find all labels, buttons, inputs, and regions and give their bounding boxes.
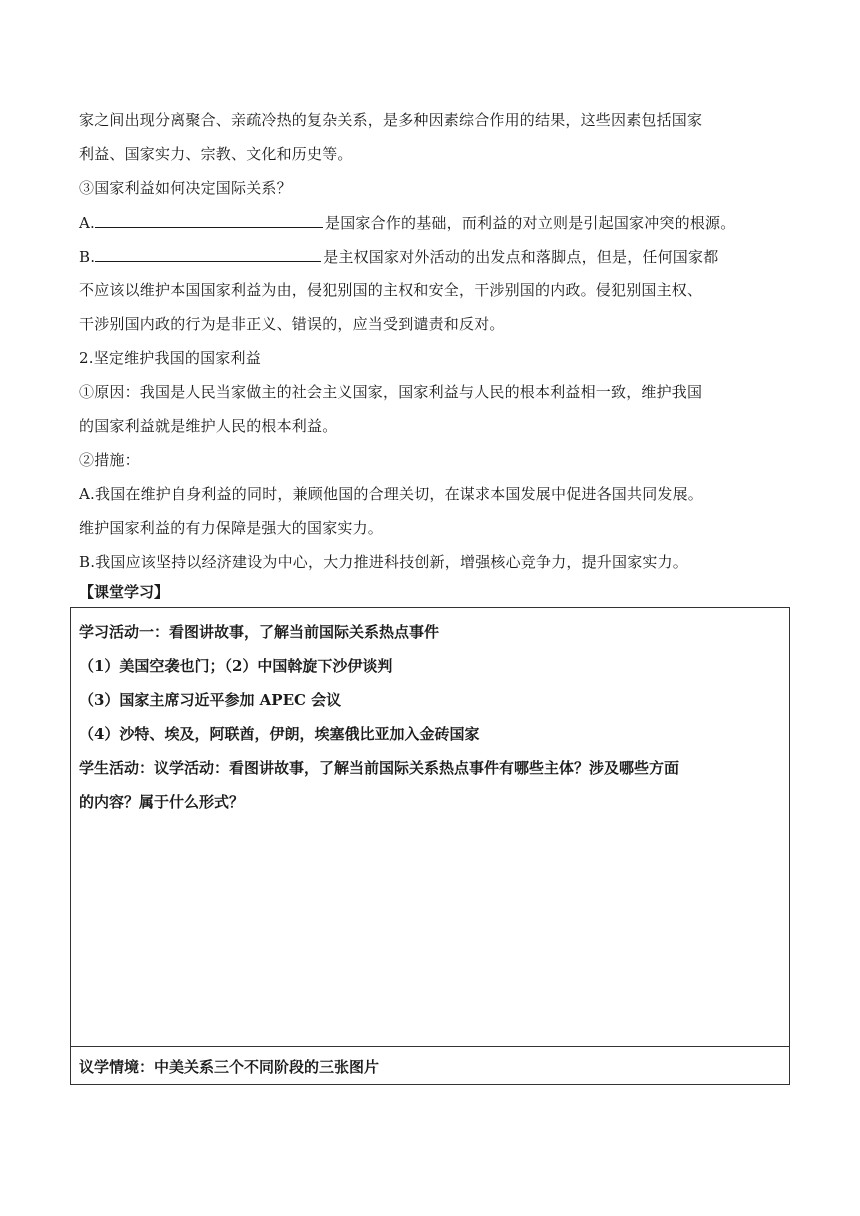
question-heading: ③国家利益如何决定国际关系？: [79, 179, 292, 197]
activity-item: （4）沙特、埃及，阿联酋，伊朗，埃塞俄比亚加入金砖国家: [79, 725, 480, 743]
paragraph-line: 家之间出现分离聚合、亲疏冷热的复杂关系，是多种因素综合作用的结果，这些因素包括国家: [79, 111, 703, 129]
paragraph-line: ①原因：我国是人民当家做主的社会主义国家，国家利益与人民的根本利益相一致，维护我国: [79, 383, 703, 401]
answer-a-line: [79, 212, 735, 233]
paragraph-line: 干涉别国内政的行为是非正义、错误的，应当受到谴责和反对。: [79, 315, 505, 333]
answer-b-prefix: B.: [79, 248, 96, 266]
answer-a-prefix: A.: [79, 214, 96, 232]
paragraph-line: 的国家利益就是维护人民的根本利益。: [79, 417, 338, 435]
fill-blank-a[interactable]: [95, 212, 323, 228]
activity-cell: [71, 608, 789, 1047]
paragraph-line: 不应该以维护本国国家利益为由，侵犯别国的主权和安全，干涉别国的内政。侵犯别国主权、: [79, 281, 703, 299]
paragraph-line: 利益、国家实力、宗教、文化和历史等。: [79, 145, 353, 163]
context-text: 议学情境：中美关系三个不同阶段的三张图片: [79, 1058, 380, 1076]
student-activity-line: 学生活动：议学活动：看图讲故事，了解当前国际关系热点事件有哪些主体？涉及哪些方面: [79, 759, 680, 777]
paragraph-line: B.我国应该坚持以经济建设为中心，大力推进科技创新，增强核心竞争力，提升国家实力。: [79, 553, 688, 571]
activity-table: [70, 607, 790, 1085]
section-title: 2.坚定维护我国的国家利益: [79, 349, 261, 367]
student-activity-line: 的内容？属于什么形式？: [79, 793, 245, 811]
activity-item: （1）美国空袭也门；（2）中国斡旋下沙伊谈判: [79, 657, 393, 675]
fill-blank-b[interactable]: [95, 246, 321, 262]
activity-title: 学习活动一：看图讲故事，了解当前国际关系热点事件: [79, 623, 440, 641]
answer-a-text: 是国家合作的基础，而利益的对立则是引起国家冲突的根源。: [325, 214, 736, 232]
answer-b-text: 是主权国家对外活动的出发点和落脚点，但是，任何国家都: [323, 248, 719, 266]
paragraph-line: A.我国在维护自身利益的同时，兼顾他国的合理关切，在谋求本国发展中促进各国共同发展。: [79, 485, 704, 503]
answer-b-line: [79, 246, 718, 267]
activity-item: （3）国家主席习近平参加 APEC 会议: [79, 691, 342, 709]
classroom-heading: 【课堂学习】: [79, 583, 170, 601]
paragraph-line: 维护国家利益的有力保障是强大的国家实力。: [79, 519, 384, 537]
context-cell: [71, 1047, 789, 1085]
measures-label: ②措施：: [79, 451, 140, 469]
